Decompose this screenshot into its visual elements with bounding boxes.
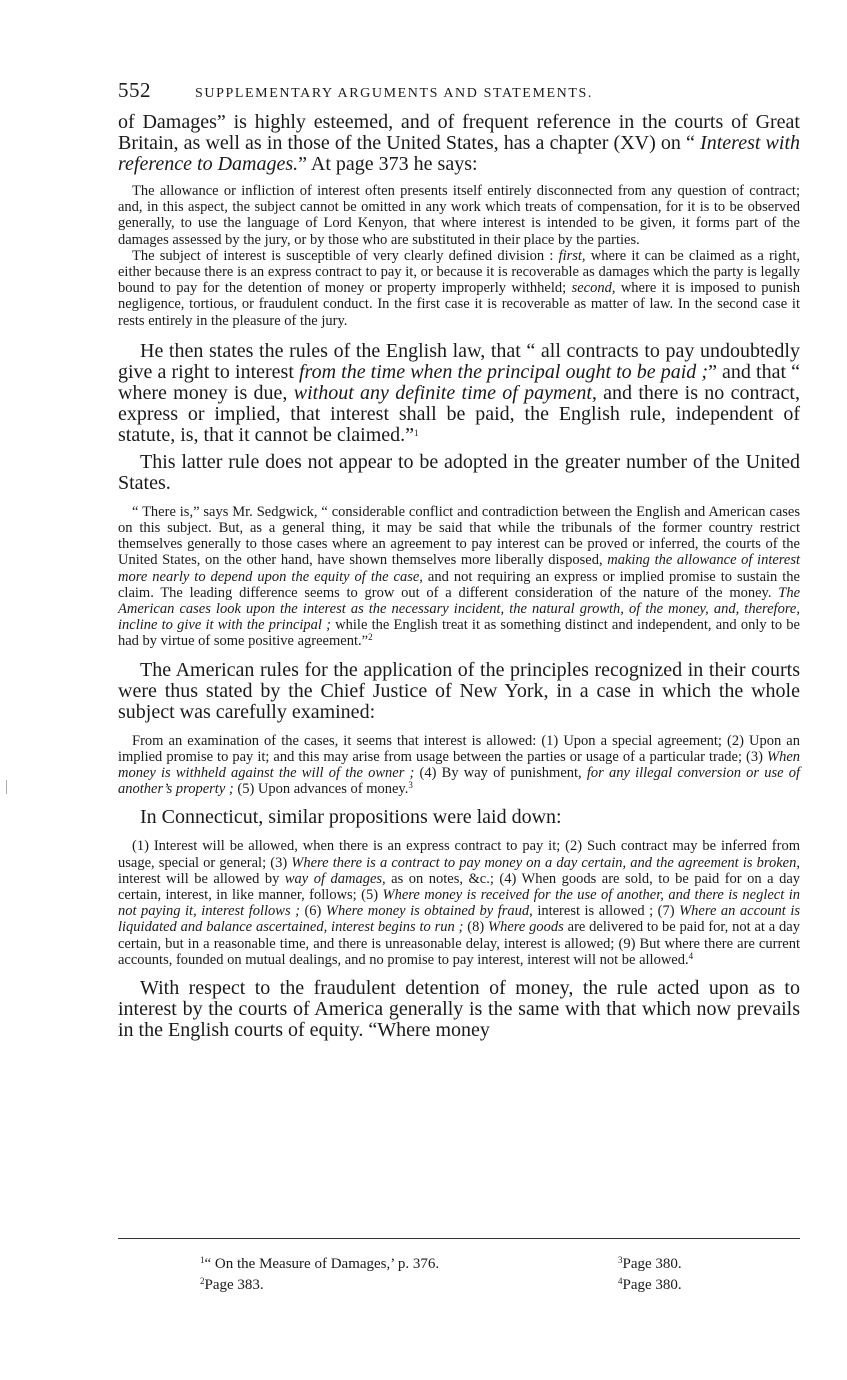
text-run: where it can be claimed as a right, either because there is an express contract to pay it, or because it is recoverable as damages which the party is legally bound to pay for the detention of money or property improperly withheld; bbox=[118, 247, 800, 297]
footnote-text: Page 383. bbox=[204, 1277, 264, 1293]
italic-run: Where an account is liquidated and balance ascertained, interest begins to run ; bbox=[118, 903, 801, 936]
text-run: interest is allowed ; (7) bbox=[532, 903, 680, 920]
italic-run: making the allowance of interest more nearly to depend upon the equity of the case, bbox=[118, 552, 800, 585]
footnote-mark: 1 bbox=[200, 1255, 205, 1265]
quote-5 bbox=[118, 838, 800, 968]
text-run: ” At page 373 he says: bbox=[298, 153, 478, 175]
italic-run: When money is withheld against the will of the owner ; bbox=[118, 748, 800, 782]
text-run: while the English treat it as something distinct and independent, and only to be had by virtue of some positive agreement.” bbox=[118, 617, 800, 650]
footnote-ref: 1 bbox=[414, 427, 419, 438]
footnote-text: Page 380. bbox=[622, 1277, 682, 1293]
italic-run: without any definite time of payment, bbox=[293, 381, 597, 404]
footnote-text: “ On the Measure of Damages,’ p. 376. bbox=[204, 1256, 440, 1272]
running-head: SUPPLEMENTARY ARGUMENTS AND STATEMENTS. bbox=[195, 86, 594, 101]
text-run: are delivered to be paid for, not at a day certain, but in a reasonable time, and there is unreasonable delay, interest is allowed; (9) But where there are current accounts, founded on mutual dealings, and no promise to pay interest, interest will not be allowed. bbox=[118, 919, 800, 968]
footnote-1 bbox=[200, 1252, 618, 1273]
paragraph-5: In Connecticut, similar propositions were laid down: bbox=[140, 806, 562, 829]
italic-run: Where goods bbox=[488, 919, 564, 936]
text-run: (1) Interest will be allowed, when there is an express contract to pay it; (2) Such contract may be inferred from usage, special or general; (3) bbox=[118, 838, 800, 871]
text-run: and not requiring an express or implied promise to sustain the claim. The leading difference seems to grow out of a different consideration of the nature of the money. bbox=[118, 568, 800, 601]
italic-run: way of damages, bbox=[284, 870, 386, 887]
quote-2 bbox=[118, 248, 800, 329]
text-run: The subject of interest is susceptible of very clearly defined division : bbox=[132, 247, 559, 264]
paragraph-2 bbox=[118, 341, 800, 446]
page-number: 552 bbox=[118, 78, 151, 102]
quote-4 bbox=[118, 733, 800, 798]
footnote-3 bbox=[618, 1252, 682, 1273]
text-run: (4) By way of punishment, bbox=[414, 765, 587, 782]
italic-run: Where money is obtained by fraud, bbox=[325, 903, 533, 920]
text-run: “ There is,” says Mr. Sedgwick, “ considerable conflict and contradiction between the English and American cases on this subject. But, as a general thing, it may be said that while the tribunals of the former country restrict themselves generally to those cases where an agreement to pay interest can be proved or inferred, the courts of the United States, on the other hand, have shown themselves more liberally disposed, bbox=[118, 503, 800, 569]
paragraph-4: The American rules for the application of the principles recognized in their courts were thus stated by the Chief Justice of New York, in a case in which the whole subject was carefully examined: bbox=[118, 658, 800, 723]
paragraph-6: With respect to the fraudulent detention of money, the rule acted upon as to interest by the courts of America generally is the same with that which now prevails in the English courts of equity. “Where money bbox=[118, 977, 800, 1042]
footnote-row bbox=[200, 1252, 760, 1273]
italic-run: Where money is received for the use of another, and there is neglect in not paying it, interest follows ; bbox=[118, 887, 800, 920]
text-run: From an examination of the cases, it seems that interest is allowed: (1) Upon a special agreement; (2) Upon an implied promise to pay it; and this may arise from usage between the parties or usage of a particular trade; (3) bbox=[118, 732, 800, 765]
italic-run: second, bbox=[571, 280, 616, 297]
footnote-mark: 3 bbox=[618, 1255, 623, 1265]
text-run: as on notes, &c.; (4) When goods are sold, to be paid for on a day certain, interest, in like manner, follows; (5) bbox=[118, 870, 801, 904]
text-run: and there is no contract, express or implied, that interest shall be paid, the English rule, independent of statute, is, that it cannot be claimed.” bbox=[118, 381, 800, 446]
document-page bbox=[118, 78, 800, 1041]
text-run: (5) Upon advances of money. bbox=[233, 781, 409, 798]
paragraph-1 bbox=[118, 112, 800, 175]
footnote-ref: 2 bbox=[368, 632, 373, 643]
footnotes bbox=[200, 1252, 760, 1294]
italic-run: for any illegal conversion or use of another’s property ; bbox=[118, 765, 801, 798]
footnote-row bbox=[200, 1273, 760, 1294]
page-header bbox=[118, 78, 800, 108]
text-run: interest will be allowed by bbox=[118, 870, 285, 887]
footnote-mark: 2 bbox=[200, 1276, 205, 1286]
text-run: (8) bbox=[463, 919, 489, 936]
margin-mark bbox=[6, 780, 11, 794]
text-run: He then states the rules of the English law, that “ all contracts to pay undoubtedly give a right to interest bbox=[118, 339, 800, 383]
italic-run: The American cases look upon the interest as the necessary incident, the natural growth, of the money, and, therefore, incline to give it with the principal ; bbox=[118, 584, 800, 634]
footnote-text: Page 380. bbox=[622, 1256, 682, 1272]
footnote-4 bbox=[618, 1273, 682, 1294]
quote-1: The allowance or infliction of interest often presents itself entirely disconnected from any question of contract; and, in this aspect, the subject cannot be omitted in any work which treats of compensation, for it is to be observed generally, to use the language of Lord Kenyon, that where interest is intended to be given, it forms part of the damages assessed by the jury, or by those who are substituted in their place by the parties. bbox=[118, 183, 800, 248]
text-run: of Damages” is highly esteemed, and of frequent reference in the courts of Great Britain, as well as in those of the United States, has a chapter (XV) on “ bbox=[118, 111, 800, 154]
text-run: ” and that “ where money is due, bbox=[118, 360, 800, 404]
text-run: where it is imposed to punish negligence, tortious, or fraudulent conduct. In the first case it is recoverable as matter of law. In the second case it rests entirely in the pleasure of the jury. bbox=[118, 280, 800, 329]
footnote-mark: 4 bbox=[618, 1276, 623, 1286]
italic-run: first, bbox=[558, 247, 586, 264]
footnote-ref: 3 bbox=[408, 780, 413, 791]
italic-run: Where there is a contract to pay money on a day certain, and the agreement is broken, bbox=[291, 854, 800, 871]
footnote-2 bbox=[200, 1273, 618, 1294]
footnote-ref: 4 bbox=[688, 950, 694, 961]
paragraph-3: This latter rule does not appear to be adopted in the greater number of the United States. bbox=[118, 450, 800, 494]
footnote-rule bbox=[118, 1238, 800, 1239]
text-run: (6) bbox=[299, 903, 326, 920]
quote-3 bbox=[118, 504, 800, 650]
italic-run: from the time when the principal ought to be paid ; bbox=[299, 360, 709, 383]
italic-run: Interest with reference to Damages. bbox=[118, 132, 801, 175]
